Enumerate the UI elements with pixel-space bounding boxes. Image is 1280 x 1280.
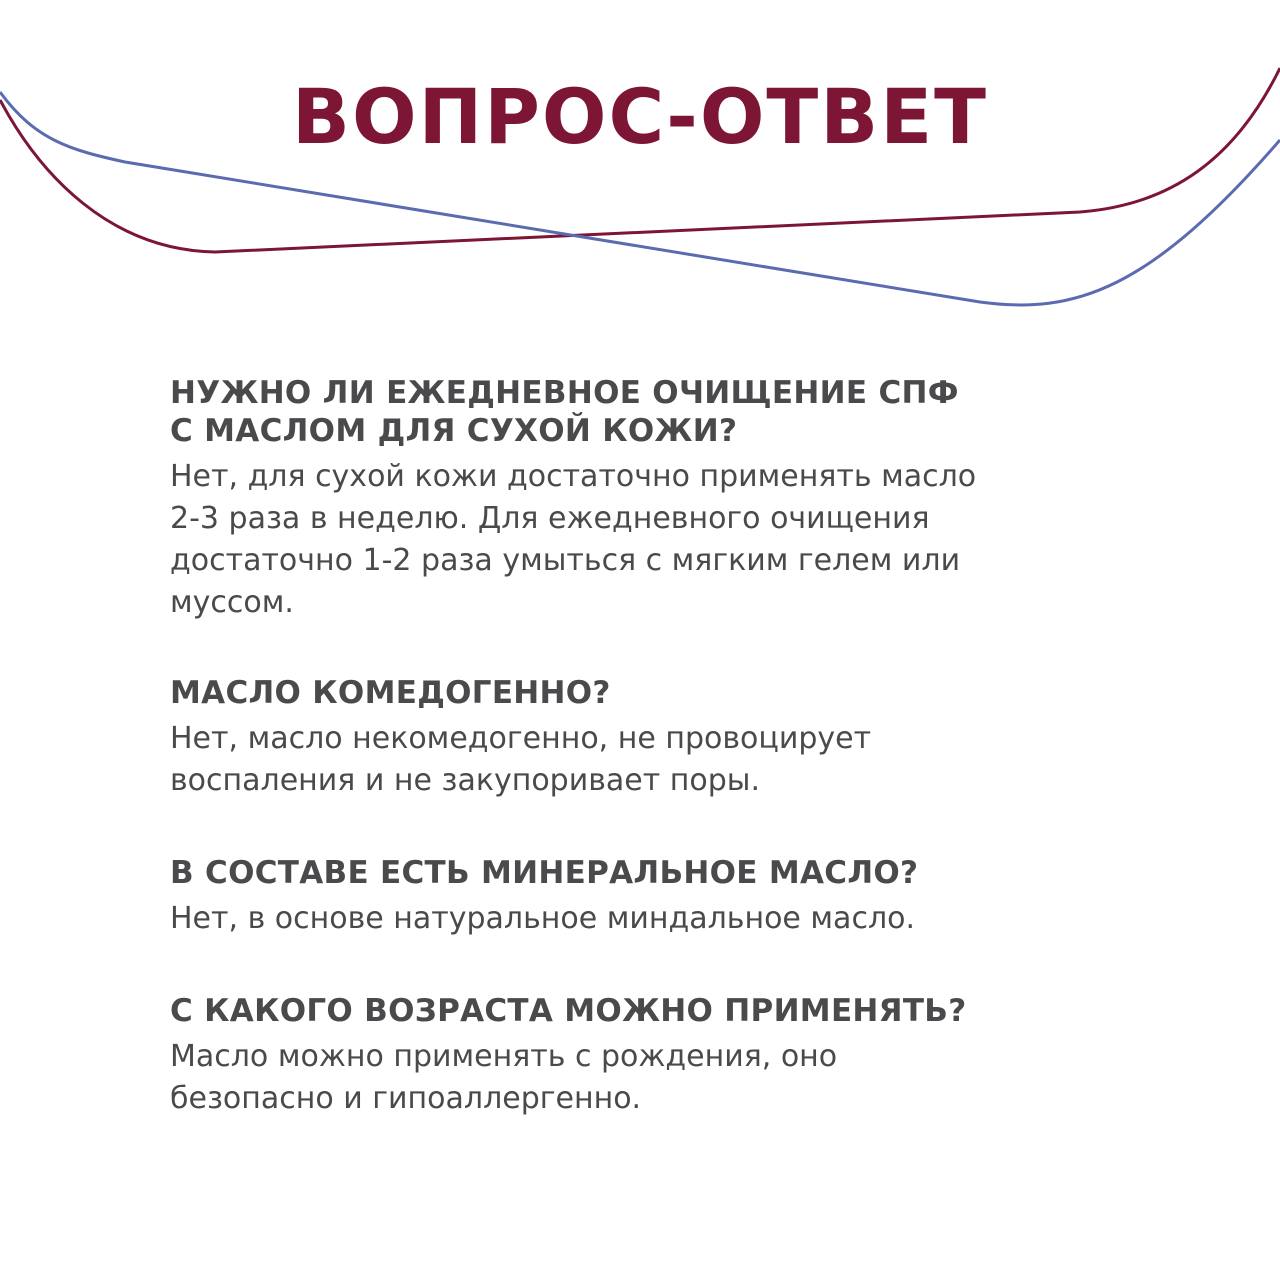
faq-list bbox=[170, 374, 1190, 1172]
faq-answer: Нет, в основе натуральное миндальное масло. bbox=[170, 901, 916, 936]
faq-question: С КАКОГО ВОЗРАСТА МОЖНО ПРИМЕНЯТЬ? bbox=[170, 993, 967, 1029]
faq-question: В СОСТАВЕ ЕСТЬ МИНЕРАЛЬНОЕ МАСЛО? bbox=[170, 855, 919, 891]
faq-question: НУЖНО ЛИ ЕЖЕДНЕВНОЕ ОЧИЩЕНИЕ СПФ С МАСЛОМ ДЛЯ СУХОЙ КОЖИ? bbox=[170, 375, 959, 449]
faq-answer: Масло можно применять с рождения, оно безопасно и гипоаллергенно. bbox=[170, 1039, 838, 1116]
decorative-curves bbox=[0, 0, 1280, 340]
faq-answer: Нет, для сухой кожи достаточно применять масло 2-3 раза в неделю. Для ежедневного очищения достаточно 1-2 раза умыться с мягким гелем или муссом. bbox=[170, 459, 977, 620]
faq-item bbox=[170, 854, 1190, 940]
page-title: ВОПРОС-ОТВЕТ bbox=[292, 72, 988, 161]
faq-item bbox=[170, 374, 1190, 624]
faq-answer: Нет, масло некомедогенно, не провоцирует воспаления и не закупоривает поры. bbox=[170, 721, 872, 798]
faq-item bbox=[170, 674, 1190, 802]
faq-item bbox=[170, 992, 1190, 1120]
faq-question: МАСЛО КОМЕДОГЕННО? bbox=[170, 675, 611, 711]
